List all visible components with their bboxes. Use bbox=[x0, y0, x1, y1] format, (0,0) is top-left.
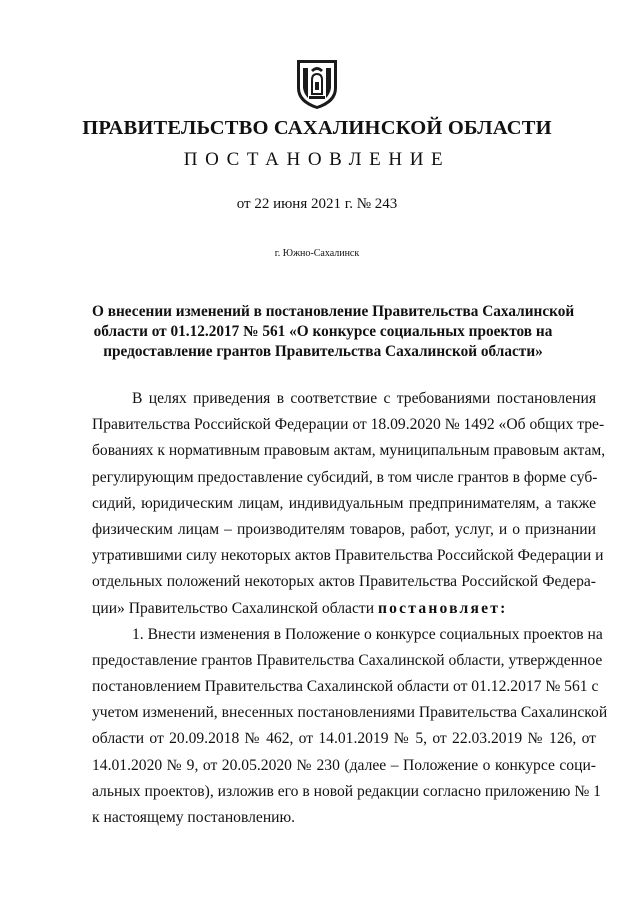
clause-line: области от 20.09.2018 № 462, от 14.01.2019 № 5, от 22.03.2019 № 126, от bbox=[92, 730, 596, 748]
subject-line: области от 01.12.2017 № 561 «О конкурсе социальных проектов на bbox=[93, 323, 553, 340]
document-body bbox=[92, 386, 608, 831]
preamble-line: физическим лицам – производителям товаров, работ, услуг, и о признании bbox=[92, 520, 596, 538]
clause-line: предоставление грантов Правительства Сахалинской области, утвержденное bbox=[92, 651, 603, 669]
clause-line: к настоящему постановлению. bbox=[92, 809, 296, 826]
clause-line: 1. Внести изменения в Положение о конкурсе социальных проектов на bbox=[132, 625, 603, 643]
preamble-line: бованиях к нормативным правовым актам, муниципальным правовым актам, bbox=[92, 442, 606, 460]
document-city: г. Южно-Сахалинск bbox=[274, 248, 360, 259]
preamble-last-line bbox=[92, 596, 596, 622]
preamble-line: отдельных положений некоторых актов Правительства Российской Федера- bbox=[92, 573, 596, 591]
subject-line: О внесении изменений в постановление Правительства Сахалинской bbox=[92, 303, 575, 320]
decree-word: постановляет: bbox=[377, 599, 508, 617]
clause-line: постановлением Правительства Сахалинской области от 01.12.2017 № 561 с bbox=[92, 678, 599, 696]
preamble-line: ции» Правительство Сахалинской области bbox=[92, 599, 375, 617]
document-type-heading: ПОСТАНОВЛЕНИЕ bbox=[183, 149, 451, 170]
preamble-line: регулирующим предоставление субсидий, в том числе грантов в форме суб- bbox=[92, 468, 598, 486]
preamble-line: сидий, юридическим лицам, индивидуальным предпринимателям, а также bbox=[92, 494, 596, 512]
government-title: ПРАВИТЕЛЬСТВО САХАЛИНСКОЙ ОБЛАСТИ bbox=[82, 117, 552, 139]
document-date-number: от 22 июня 2021 г. № 243 bbox=[236, 196, 398, 212]
sakhalin-coat-of-arms-icon bbox=[295, 58, 339, 110]
preamble-line: утратившими силу некоторых актов Правительства Российской Федерации и bbox=[92, 547, 604, 565]
preamble-line: В целях приведения в соответствие с требованиями постановления bbox=[132, 390, 596, 407]
clause-line: альных проектов), изложив его в новой редакции согласно приложению № 1 bbox=[92, 782, 601, 800]
document-subject bbox=[92, 302, 575, 362]
preamble-line: Правительства Российской Федерации от 18.09.2020 № 1492 «Об общих тре- bbox=[92, 416, 605, 434]
clause-line: 14.01.2020 № 9, от 20.05.2020 № 230 (далее – Положение о конкурсе соци- bbox=[92, 756, 596, 774]
subject-line: предоставление грантов Правительства Сахалинской области» bbox=[103, 343, 543, 360]
clause-line: учетом изменений, внесенных постановлениями Правительства Сахалинской bbox=[92, 704, 608, 722]
